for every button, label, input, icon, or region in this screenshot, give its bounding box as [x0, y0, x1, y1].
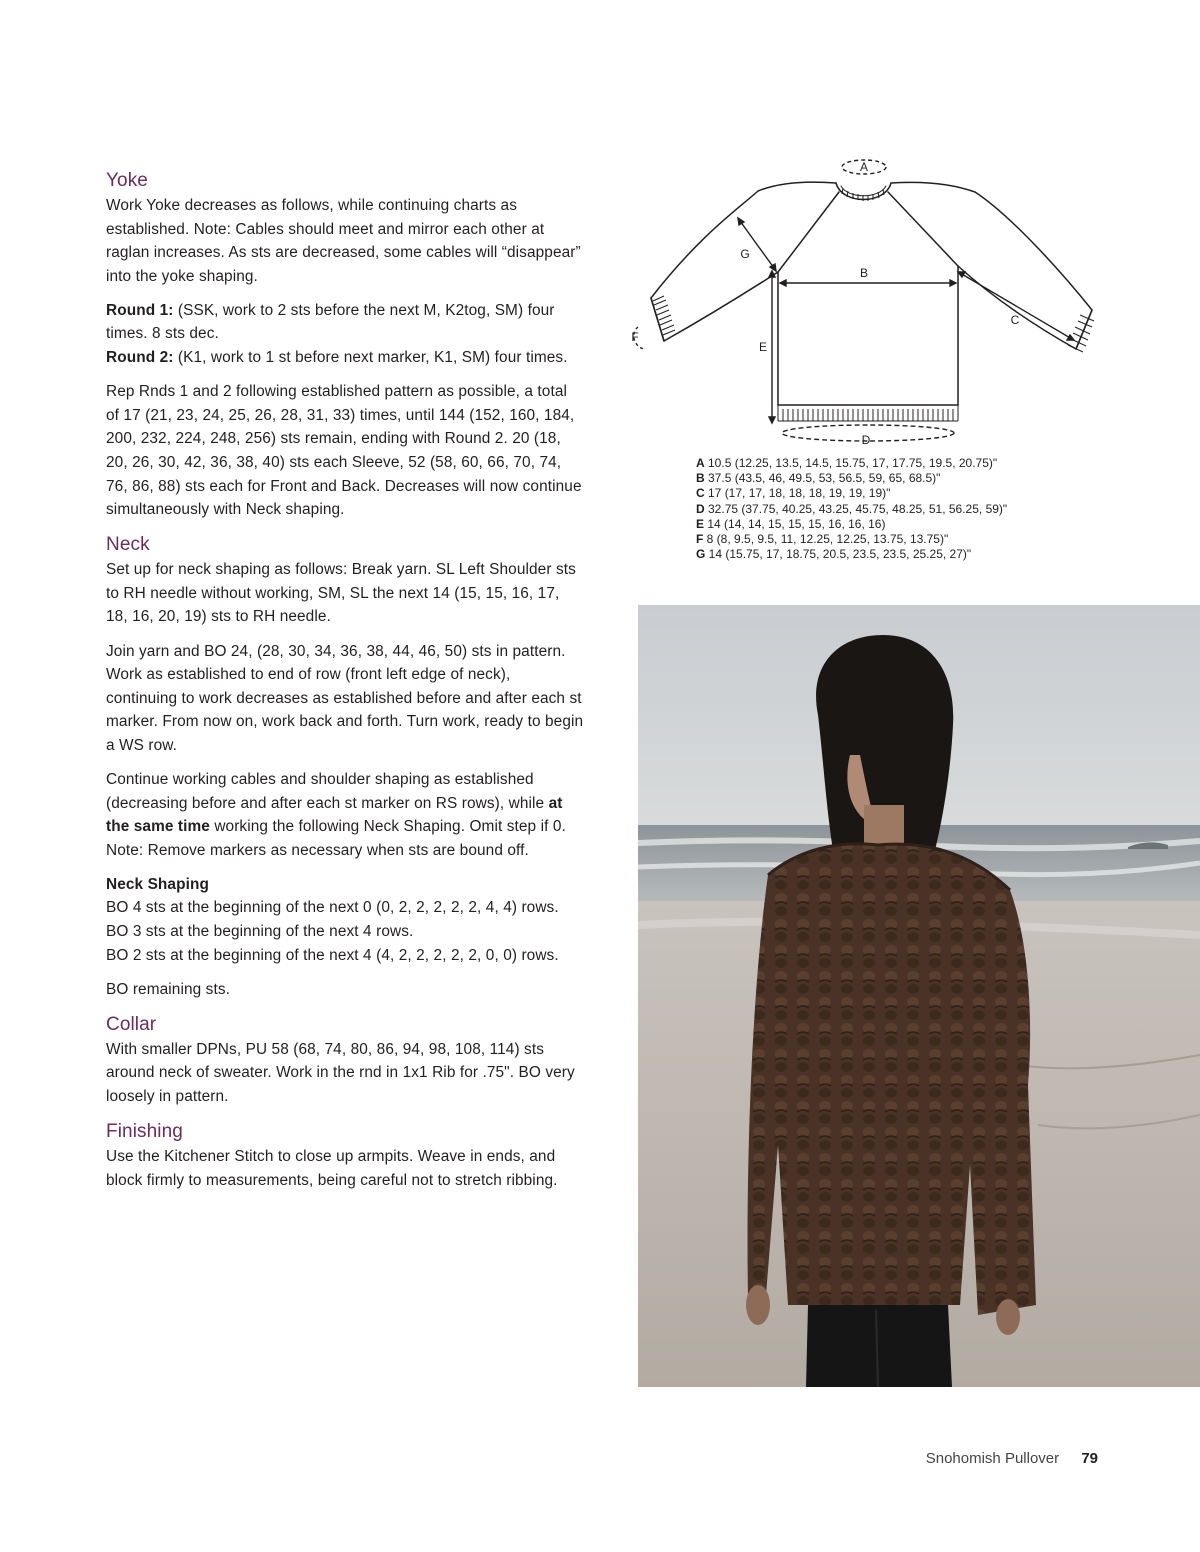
finishing-heading: Finishing — [106, 1121, 183, 1143]
neck-shaping-line: BO 3 sts at the beginning of the next 4 rows. — [106, 923, 414, 941]
schematic-outline — [651, 182, 1092, 405]
label-f: F — [631, 330, 639, 344]
round2-label: Round 2: — [106, 349, 174, 367]
measurement-value: 17 (17, 17, 18, 18, 18, 19, 19, 19)" — [704, 486, 891, 501]
label-g: G — [740, 247, 750, 261]
measurement-row — [696, 532, 1116, 547]
measurement-row — [696, 471, 1116, 486]
schematic-neck-ribbing — [842, 188, 884, 201]
neck-shaping-line: BO 2 sts at the beginning of the next 4 (4, 2, 2, 2, 2, 2, 0, 0) rows. — [106, 946, 559, 964]
measurement-value: 10.5 (12.25, 13.5, 14.5, 15.75, 17, 17.75, 19.5, 20.75)" — [704, 456, 998, 470]
footer-pattern-title: Snohomish Pullover — [925, 1450, 1060, 1467]
neck-continue-before: Continue working cables and shoulder shaping as established (decreasing before and after each st marker on RS rows), while — [106, 770, 549, 812]
measurement-value: 14 (15.75, 17, 18.75, 20.5, 23.5, 23.5, 25.25, 27)" — [705, 547, 972, 562]
neck-continue — [106, 768, 584, 862]
measurement-value: 14 (14, 14, 15, 15, 15, 16, 16, 16) — [704, 516, 886, 531]
yoke-rounds — [106, 299, 584, 370]
neck-join: Join yarn and BO 24, (28, 30, 34, 36, 38, 44, 46, 50) sts in pattern. Work as established to end of row (front left edge of neck), continuing to work decreases as established before and after each st marker. From now on, work back and forth. Turn work, ready to begin a WS row. — [106, 642, 584, 754]
label-e: E — [758, 340, 768, 354]
schematic-hem-ribbing — [778, 405, 958, 421]
neck-continue-bold: at the same time — [106, 794, 563, 836]
label-d: D — [861, 433, 871, 447]
measurement-row — [696, 502, 1116, 517]
label-b: B — [859, 266, 869, 280]
measurement-row — [696, 456, 1116, 471]
measurement-value: 8 (8, 9.5, 9.5, 11, 12.25, 12.25, 13.75, 13.75)" — [703, 532, 949, 547]
yoke-repeat: Rep Rnds 1 and 2 following established pattern as possible, a total of 17 (21, 23, 24, 25, 26, 28, 31, 33) times, until 144 (152, 160, 184, 200, 232, 224, 248, 256) sts remain, ending with Round 2. 20 (18, 20, 26, 30, 42, 36, 38, 40) sts each Sleeve, 52 (58, 60, 66, 70, 74, 76, 86, 88) sts each for Front and Back. Decreases will now continue simultaneously with Neck shaping. — [106, 383, 582, 519]
neck-setup: Set up for neck shaping as follows: Break yarn. SL Left Shoulder sts to RH needle without working, SM, SL the next 14 (15, 15, 16, 17, 18, 16, 20, 19) sts to RH needle. — [106, 561, 576, 626]
measurement-value: 32.75 (37.75, 40.25, 43.25, 45.75, 48.25, 51, 56.25, 59)" — [704, 501, 1008, 516]
yoke-intro: Work Yoke decreases as follows, while continuing charts as established. Note: Cables should meet and mirror each other at raglan increases. As sts are decreased, some cables will “disappear” into the yoke shaping. — [106, 197, 581, 285]
neck-heading: Neck — [106, 534, 150, 556]
measurement-key: G — [696, 547, 706, 562]
yoke-heading: Yoke — [106, 170, 148, 191]
neck-continue-after: working the following Neck Shaping. Omit step if 0. Note: Remove markers as necessary when sts are bound off. — [106, 818, 566, 859]
measurement-key: D — [696, 501, 705, 516]
page-footer — [926, 1450, 1098, 1467]
neck-shaping-heading: Neck Shaping — [106, 875, 209, 893]
neck-shaping-steps — [106, 896, 584, 967]
collar-text: With smaller DPNs, PU 58 (68, 74, 80, 86, 94, 98, 108, 114) sts around neck of sweater. Work in the rnd in 1x1 Rib for .75". BO very loosely in pattern. — [106, 1040, 575, 1105]
schematic-raglan-left — [778, 192, 839, 272]
measurement-row — [696, 547, 1116, 562]
measurement-row — [696, 517, 1116, 532]
round1-text: (SSK, work to 2 sts before the next M, K2tog, SM) four times. 8 sts dec. — [106, 301, 555, 343]
measurements-legend — [696, 456, 1116, 562]
label-a: A — [859, 160, 869, 174]
measurement-value: 37.5 (43.5, 46, 49.5, 53, 56.5, 59, 65, 68.5)" — [704, 471, 941, 486]
label-c: C — [1010, 313, 1020, 327]
measurement-key: B — [696, 471, 705, 486]
pattern-text-column — [106, 168, 584, 1203]
neck-remaining: BO remaining sts. — [106, 980, 231, 998]
finishing-text: Use the Kitchener Stitch to close up armpits. Weave in ends, and block firmly to measurements, being careful not to stretch ribbing. — [106, 1148, 558, 1189]
page-number: 79 — [1081, 1450, 1098, 1467]
measurement-row — [696, 486, 1116, 501]
neck-shaping-line: BO 4 sts at the beginning of the next 0 (0, 2, 2, 2, 2, 2, 4, 4) rows. — [106, 899, 559, 917]
schematic-cuff-ribbing — [651, 296, 1094, 352]
measurement-key: C — [696, 486, 705, 501]
round1-label: Round 1: — [106, 301, 174, 319]
collar-heading: Collar — [106, 1013, 157, 1035]
sweater-schematic — [620, 155, 1120, 455]
measurement-key: A — [696, 456, 705, 470]
schematic-raglan-right — [888, 192, 958, 266]
round2-text: (K1, work to 1 st before next marker, K1, SM) four times. — [173, 349, 568, 367]
measurement-key: F — [696, 532, 704, 547]
measurement-key: E — [696, 516, 705, 531]
model-photo — [638, 605, 1200, 1387]
